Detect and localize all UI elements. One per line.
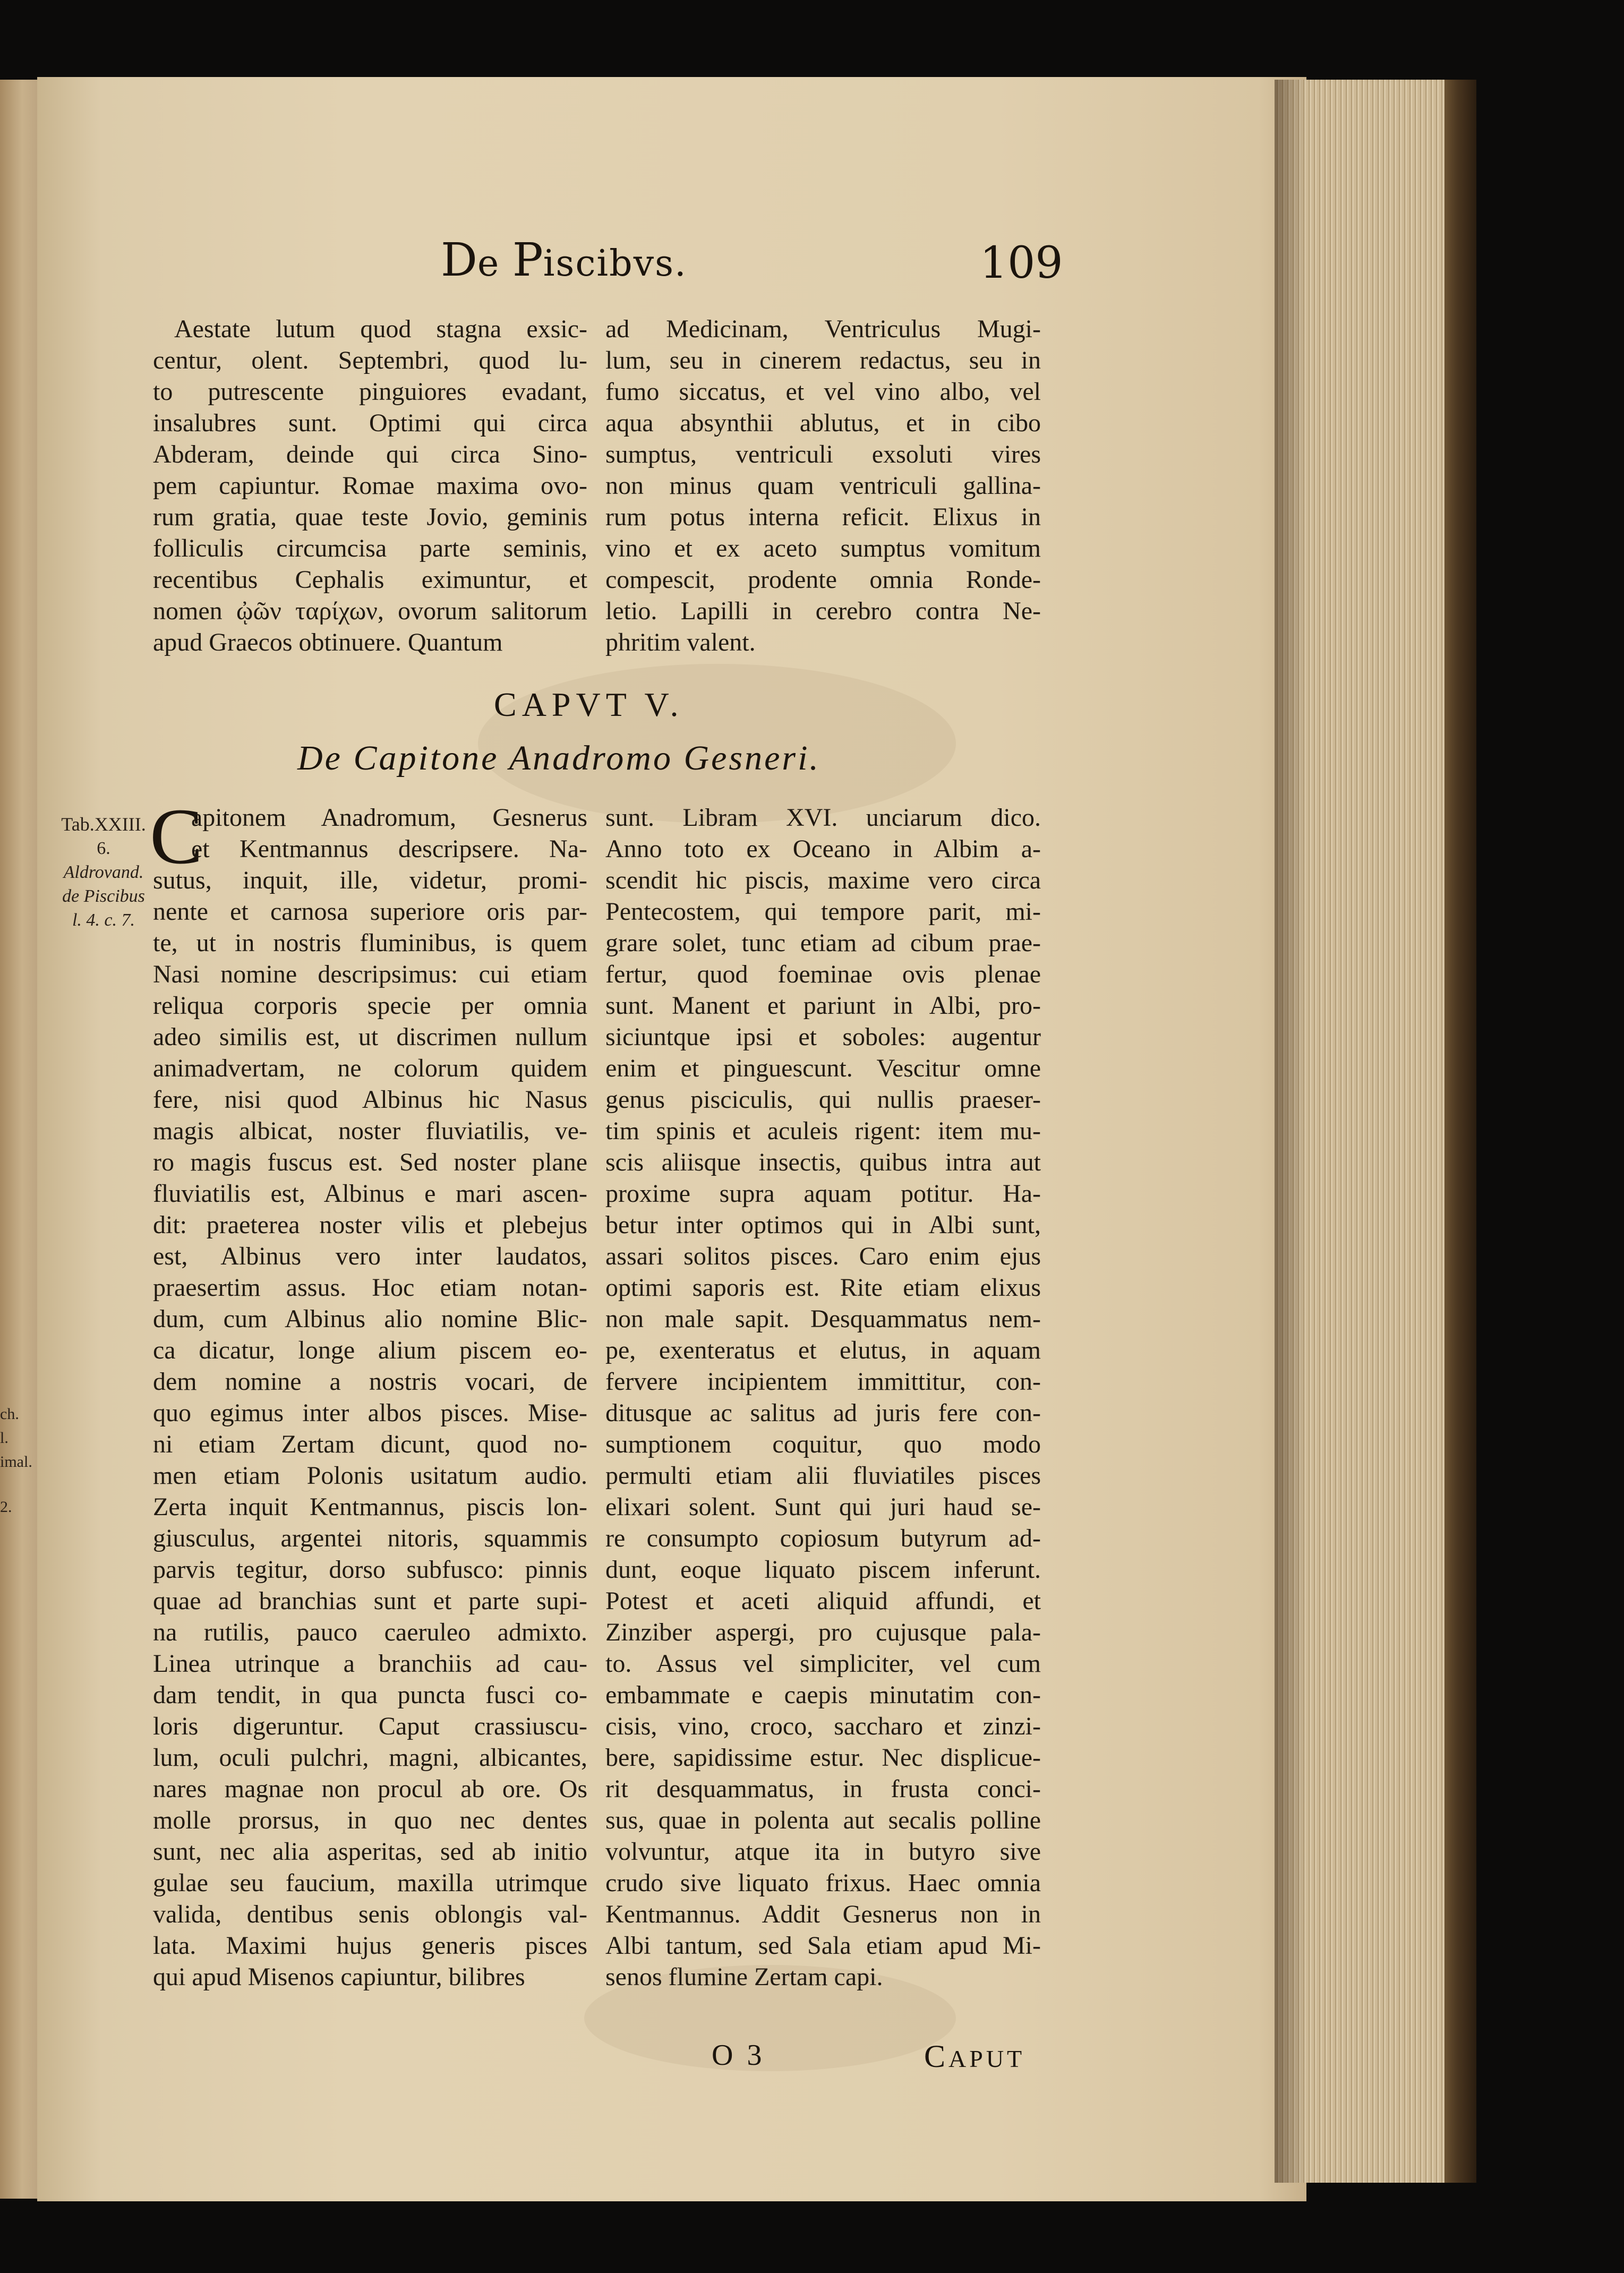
header-title-rest-2: iscibvs. [543,243,687,285]
text-line: fluviatilis est, Albinus e mari ascen- [153,1180,587,1208]
text-line: compescit, prodente omnia Ronde- [605,566,1041,594]
text-line: sunt. Libram XVI. unciarum dico. [605,804,1041,832]
text-line: na rutilis, pauco caeruleo admixto. [153,1618,587,1646]
text-line: Aestate lutum quod stagna exsic- [174,315,587,343]
text-line: dam tendit, in qua puncta fusci co- [153,1681,587,1709]
text-line: pem capiuntur. Romae maxima ovo- [153,472,587,500]
text-line: gulae seu faucium, maxilla utrimque [153,1869,587,1897]
text-line: crudo sive liquato frixus. Haec omnia [605,1869,1041,1897]
text-line: giusculus, argentei nitoris, squammis [153,1524,587,1552]
previous-page-edge [0,80,37,2199]
text-line: siciuntque ipsi et soboles: augentur [605,1023,1041,1051]
text-line: volvuntur, atque ita in butyro sive [605,1838,1041,1866]
text-line: loris digeruntur. Caput crassiuscu- [153,1712,587,1740]
text-line: Zerta inquit Kentmannus, piscis lon- [153,1493,587,1521]
text-line: genus pisciculis, qui nullis praeser- [605,1086,1041,1114]
left-fragment: ch. l. imal. 2. [0,1405,32,1516]
text-line: sutus, inquit, ille, videtur, promi- [153,866,587,894]
text-line: ni etiam Zertam dicunt, quod no- [153,1430,587,1458]
catchword [924,2038,1025,2075]
text-line: cisis, vino, croco, saccharo et zinzi- [605,1712,1041,1740]
text-line: Kentmannus. Addit Gesnerus non in [605,1900,1041,1928]
margin-note-ref: l. 4. c. 7. [72,910,135,930]
text-line: sumptionem coquitur, quo modo [605,1430,1041,1458]
header-title-initial: D [441,234,477,287]
text-line: centur, olent. Septembri, quod lu- [153,346,587,374]
text-line: quae ad branchias sunt et parte supi- [153,1587,587,1615]
text-line: Pentecostem, qui tempore parit, mi- [605,898,1041,926]
text-line: valida, dentibus senis oblongis val- [153,1900,587,1928]
body-left-column [153,802,587,1993]
text-line: lum, oculi pulchri, magni, albicantes, [153,1744,587,1772]
text-line: et Kentmannus descripsere. Na- [191,835,587,863]
text-line: magis albicat, noster fluviatilis, ve- [153,1117,587,1145]
text-line: est, Albinus vero inter laudatos, [153,1242,587,1270]
text-line: proxime supra aquam potitur. Ha- [605,1180,1041,1208]
text-line: to putrescente pinguiores evadant, [153,378,587,406]
text-line: Nasi nomine descripsimus: cui etiam [153,960,587,988]
text-line: animadvertam, ne colorum quidem [153,1054,587,1082]
initial-letter: C [150,792,203,881]
margin-note [53,813,154,932]
text-line: nente et carnosa superiore oris par- [153,898,587,926]
text-line: assari solitos pisces. Caro enim ejus [605,1242,1041,1270]
text-line: optimi saporis est. Rite etiam elixus [605,1274,1041,1302]
margin-note-author: Aldrovand. [63,862,144,882]
text-line: insalubres sunt. Optimi qui circa [153,409,587,437]
text-line: dem nomine a nostris vocari, de [153,1368,587,1396]
text-line: re consumpto copiosum butyrum ad- [605,1524,1041,1552]
text-line: recentibus Cephalis eximuntur, et [153,566,587,594]
chapter-subtitle: De Capitone Anadromo Gesneri. [297,739,820,777]
text-line: Albi tantum, sed Sala etiam apud Mi- [605,1932,1041,1960]
text-line: Anno toto ex Oceano in Albim a- [605,835,1041,863]
chapter-heading: CAPVT V. [494,686,684,723]
text-line: Potest et aceti aliquid affundi, et [605,1587,1041,1615]
gutter-shadow [1275,80,1306,2183]
text-line: sunt. Manent et pariunt in Albi, pro- [605,992,1041,1020]
text-line: reliqua corporis specie per omnia [153,992,587,1020]
text-line: fumo siccatus, et vel vino albo, vel [605,378,1041,406]
margin-note-work: de Piscibus [62,886,145,906]
text-line: bere, sapidissime estur. Nec displicue- [605,1744,1041,1772]
text-line: ditusque ac salitus ad juris fere con- [605,1399,1041,1427]
text-line: dit: praeterea noster vilis et plebejus [153,1211,587,1239]
text-line: qui apud Misenos capiuntur, bilibres [153,1963,525,1991]
text-line: Abderam, deinde qui circa Sino- [153,440,587,468]
text-line: adeo similis est, ut discrimen nullum [153,1023,587,1051]
text-line: sus, quae in polenta aut secalis polline [605,1806,1041,1834]
text-line: betur inter optimos qui in Albi sunt, [605,1211,1041,1239]
text-line: phritim valent. [605,628,756,656]
text-line: sumptus, ventriculi exsoluti vires [605,440,1041,468]
catchword-rest: APUT [948,2045,1025,2072]
text-line: rum potus interna reficit. Elixus in [605,503,1041,531]
text-line: fertur, quod foeminae ovis plenae [605,960,1041,988]
text-line: folliculis circumcisa parte seminis, [153,534,587,562]
margin-note-tab: Tab.XXIII. [61,814,146,835]
text-line: enim et pinguescunt. Vescitur omne [605,1054,1041,1082]
top-left-column [153,313,587,658]
text-line: tim spinis et aculeis rigent: item mu- [605,1117,1041,1145]
catchword-initial: C [924,2039,949,2074]
body-right-column [605,802,1041,1993]
text-line: dunt, eoque liquato piscem inferunt. [605,1556,1041,1584]
text-line: quo egimus inter albos pisces. Mise- [153,1399,587,1427]
text-line: fervere incipientem immittitur, con- [605,1368,1041,1396]
text-line: dum, cum Albinus alio nomine Blic- [153,1305,587,1333]
signature-mark: O 3 [712,2039,765,2072]
text-line: elixari solent. Sunt qui juri haud se- [605,1493,1041,1521]
text-line: sunt, nec alia asperitas, sed ab initio [153,1838,587,1866]
text-line: to. Assus vel simpliciter, vel cum [605,1650,1041,1678]
text-line: te, ut in nostris fluminibus, is quem [153,929,587,957]
text-line: apud Graecos obtinuere. Quantum [153,628,503,656]
text-line: ro magis fuscus est. Sed noster plane [153,1148,587,1176]
book-cover-edge [1444,80,1476,2183]
text-line: apitonem Anadromum, Gesnerus [191,804,587,832]
text-line: praesertim assus. Hoc etiam notan- [153,1274,587,1302]
text-line: lum, seu in cinerem redactus, seu in [605,346,1041,374]
text-line: vino et ex aceto sumptus vomitum [605,534,1041,562]
text-line: senos flumine Zertam capi. [605,1963,883,1991]
text-line: non minus quam ventriculi gallina- [605,472,1041,500]
text-line: parvis tegitur, dorso subfusco: pinnis [153,1556,587,1584]
text-line: scendit hic piscis, maxime vero circa [605,866,1041,894]
text-line: aqua absynthii ablutus, et in cibo [605,409,1041,437]
text-line: Zinziber aspergi, pro cujusque pala- [605,1618,1041,1646]
text-line: permulti etiam alii fluviatiles pisces [605,1462,1041,1490]
text-line: rit desquammatus, in frusta conci- [605,1775,1041,1803]
text-line: grare solet, tunc etiam ad cibum prae- [605,929,1041,957]
text-line: non male sapit. Desquammatus nem- [605,1305,1041,1333]
text-line: ca dicatur, longe alium piscem eo- [153,1336,587,1364]
text-line: men etiam Polonis usitatum audio. [153,1462,587,1490]
text-line: ad Medicinam, Ventriculus Mugi- [605,315,1041,343]
header-title-initial-2: P [512,234,543,287]
text-line: pe, exenteratus et elutus, in aquam [605,1336,1041,1364]
running-header [441,234,687,287]
text-line: Linea utrinque a branchiis ad cau- [153,1650,587,1678]
text-line: lata. Maximi hujus generis pisces [153,1932,587,1960]
page-number: 109 [980,238,1063,288]
top-right-column [605,313,1041,658]
text-line: molle prorsus, in quo nec dentes [153,1806,587,1834]
text-line: nares magnae non procul ab ore. Os [153,1775,587,1803]
text-line: fere, nisi quod Albinus hic Nasus [153,1086,587,1114]
text-line: nomen ᾠῶν ταρίχων, ovorum salitorum [153,597,587,625]
text-line: scis aliisque insectis, quibus intra aut [605,1148,1041,1176]
margin-note-num: 6. [97,839,110,858]
header-title-rest: e [477,243,512,285]
text-line: rum gratia, quae teste Jovio, geminis [153,503,587,531]
text-line: embammate e caepis minutatim con- [605,1681,1041,1709]
text-line: letio. Lapilli in cerebro contra Ne- [605,597,1041,625]
